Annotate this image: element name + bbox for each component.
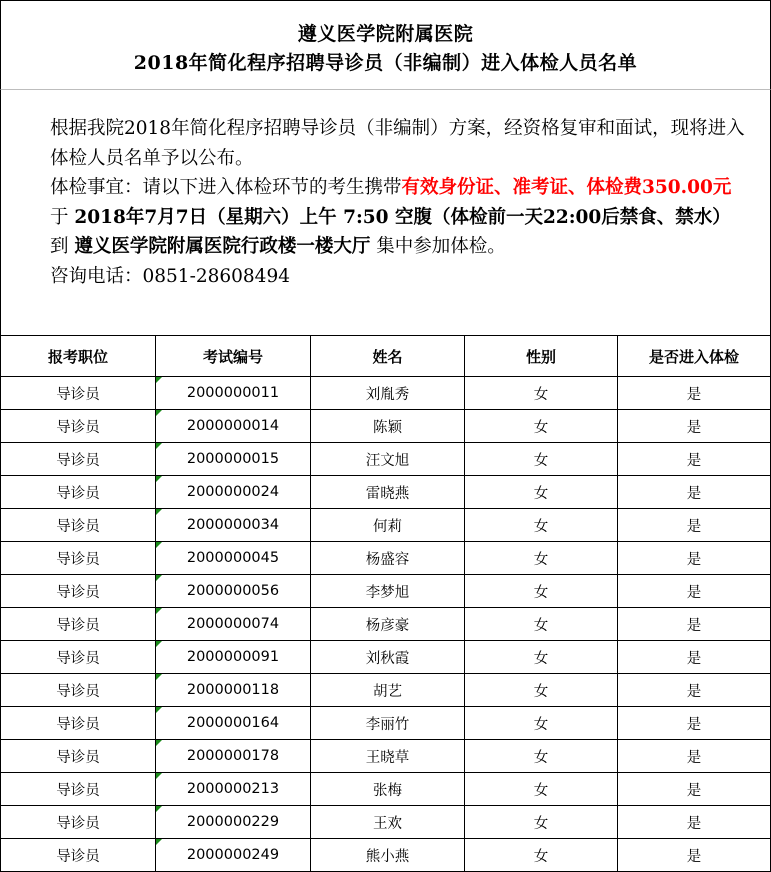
exam-number-cell xyxy=(156,575,311,608)
notice-block xyxy=(0,89,771,336)
table-row xyxy=(1,410,771,443)
physical-exam-cell: 是 xyxy=(618,674,771,707)
exam-number-cell xyxy=(156,740,311,773)
exam-number-cell xyxy=(156,839,311,872)
exam-number-text: 2000000015 xyxy=(186,451,280,467)
header-gender: 性别 xyxy=(465,336,618,377)
exam-number-cell xyxy=(156,542,311,575)
position-cell: 导诊员 xyxy=(1,740,156,773)
header-physical-exam: 是否进入体检 xyxy=(618,336,771,377)
exam-number-cell xyxy=(156,608,311,641)
name-cell: 汪文旭 xyxy=(311,443,465,476)
exam-number-text: 2000000118 xyxy=(186,682,280,698)
position-cell: 导诊员 xyxy=(1,575,156,608)
position-cell: 导诊员 xyxy=(1,542,156,575)
position-cell: 导诊员 xyxy=(1,476,156,509)
physical-exam-cell: 是 xyxy=(618,575,771,608)
physical-exam-cell: 是 xyxy=(618,410,771,443)
physical-exam-cell: 是 xyxy=(618,443,771,476)
text-number-indicator-icon xyxy=(156,641,162,647)
gender-cell: 女 xyxy=(465,608,618,641)
notice-paragraph-intro: 根据我院2018年简化程序招聘导诊员（非编制）方案，经资格复审和面试，现将进入体检人员名单予以公布。 xyxy=(50,118,745,169)
text-number-indicator-icon xyxy=(156,740,162,746)
gender-cell: 女 xyxy=(465,410,618,443)
exam-number-text: 2000000024 xyxy=(186,484,280,500)
exam-number-text: 2000000045 xyxy=(186,550,280,566)
table-row xyxy=(1,773,771,806)
exam-number-cell xyxy=(156,806,311,839)
header-position: 报考职位 xyxy=(1,336,156,377)
table-row xyxy=(1,641,771,674)
gender-cell: 女 xyxy=(465,509,618,542)
position-cell: 导诊员 xyxy=(1,410,156,443)
physical-exam-cell: 是 xyxy=(618,542,771,575)
exam-time: 2018年7月7日（星期六）上午 7:50 空腹（体检前一天22:00后禁食、禁水） xyxy=(74,206,731,228)
physical-exam-cell: 是 xyxy=(618,641,771,674)
table-row xyxy=(1,839,771,872)
exam-number-text: 2000000229 xyxy=(186,814,280,830)
exam-location: 遵义医学院附属医院行政楼一楼大厅 xyxy=(74,236,371,257)
name-cell: 杨彦豪 xyxy=(311,608,465,641)
text-number-indicator-icon xyxy=(156,674,162,680)
contact-phone: 咨询电话：0851-28608494 xyxy=(50,265,290,287)
gender-cell: 女 xyxy=(465,773,618,806)
name-cell: 杨盛容 xyxy=(311,542,465,575)
physical-exam-cell: 是 xyxy=(618,839,771,872)
position-cell: 导诊员 xyxy=(1,608,156,641)
name-cell: 张梅 xyxy=(311,773,465,806)
name-cell: 雷晓燕 xyxy=(311,476,465,509)
physical-exam-cell: 是 xyxy=(618,476,771,509)
table-body xyxy=(1,377,771,872)
exam-number-cell xyxy=(156,443,311,476)
notice-text xyxy=(11,114,755,291)
gender-cell: 女 xyxy=(465,674,618,707)
gender-cell: 女 xyxy=(465,542,618,575)
name-cell: 王欢 xyxy=(311,806,465,839)
exam-number-text: 2000000011 xyxy=(186,385,280,401)
gender-cell: 女 xyxy=(465,641,618,674)
table-row xyxy=(1,542,771,575)
position-cell: 导诊员 xyxy=(1,773,156,806)
required-items: 有效身份证、准考证、体检费350.00元 xyxy=(401,177,732,198)
table-row xyxy=(1,707,771,740)
gender-cell: 女 xyxy=(465,806,618,839)
position-cell: 导诊员 xyxy=(1,443,156,476)
text-number-indicator-icon xyxy=(156,377,162,383)
exam-number-cell xyxy=(156,377,311,410)
table-row xyxy=(1,443,771,476)
gender-cell: 女 xyxy=(465,443,618,476)
position-cell: 导诊员 xyxy=(1,839,156,872)
exam-number-text: 2000000164 xyxy=(186,715,280,731)
exam-number-text: 2000000056 xyxy=(186,583,280,599)
exam-details-prefix: 体检事宜：请以下进入体检环节的考生携带 xyxy=(50,177,402,198)
name-cell: 李梦旭 xyxy=(311,575,465,608)
name-cell: 刘秋霞 xyxy=(311,641,465,674)
exam-details-connector-2: 到 xyxy=(50,236,75,257)
gender-cell: 女 xyxy=(465,575,618,608)
exam-details-suffix: 集中参加体检。 xyxy=(370,236,506,257)
table-row xyxy=(1,575,771,608)
text-number-indicator-icon xyxy=(156,542,162,548)
table-row xyxy=(1,476,771,509)
exam-details-connector-1: 于 xyxy=(50,206,75,228)
text-number-indicator-icon xyxy=(156,410,162,416)
position-cell: 导诊员 xyxy=(1,707,156,740)
table-row xyxy=(1,608,771,641)
name-cell: 陈颖 xyxy=(311,410,465,443)
physical-exam-cell: 是 xyxy=(618,773,771,806)
exam-number-cell xyxy=(156,509,311,542)
hospital-title: 遵义医学院附属医院 xyxy=(297,23,474,45)
name-cell: 熊小燕 xyxy=(311,839,465,872)
table-row xyxy=(1,509,771,542)
exam-number-text: 2000000178 xyxy=(186,748,280,764)
table-row xyxy=(1,377,771,410)
gender-cell: 女 xyxy=(465,476,618,509)
position-cell: 导诊员 xyxy=(1,806,156,839)
notice-paragraph-exam-details xyxy=(11,173,755,262)
exam-number-cell xyxy=(156,707,311,740)
candidate-table xyxy=(0,335,771,872)
gender-cell: 女 xyxy=(465,839,618,872)
physical-exam-cell: 是 xyxy=(618,740,771,773)
position-cell: 导诊员 xyxy=(1,641,156,674)
physical-exam-cell: 是 xyxy=(618,608,771,641)
exam-number-cell xyxy=(156,410,311,443)
table-row xyxy=(1,740,771,773)
name-cell: 王晓草 xyxy=(311,740,465,773)
physical-exam-cell: 是 xyxy=(618,377,771,410)
exam-number-text: 2000000034 xyxy=(186,517,280,533)
exam-number-text: 2000000091 xyxy=(186,649,280,665)
gender-cell: 女 xyxy=(465,377,618,410)
text-number-indicator-icon xyxy=(156,575,162,581)
text-number-indicator-icon xyxy=(156,608,162,614)
header-name: 姓名 xyxy=(311,336,465,377)
position-cell: 导诊员 xyxy=(1,377,156,410)
text-number-indicator-icon xyxy=(156,707,162,713)
exam-number-cell xyxy=(156,674,311,707)
table-row xyxy=(1,674,771,707)
text-number-indicator-icon xyxy=(156,806,162,812)
gender-cell: 女 xyxy=(465,707,618,740)
text-number-indicator-icon xyxy=(156,443,162,449)
name-cell: 胡艺 xyxy=(311,674,465,707)
position-cell: 导诊员 xyxy=(1,674,156,707)
gender-cell: 女 xyxy=(465,740,618,773)
title-block xyxy=(0,0,771,90)
physical-exam-cell: 是 xyxy=(618,806,771,839)
text-number-indicator-icon xyxy=(156,509,162,515)
list-title: 2018年简化程序招聘导诊员（非编制）进入体检人员名单 xyxy=(133,52,638,74)
name-cell: 何莉 xyxy=(311,509,465,542)
exam-number-cell xyxy=(156,773,311,806)
text-number-indicator-icon xyxy=(156,839,162,845)
text-number-indicator-icon xyxy=(156,773,162,779)
table-header-row xyxy=(1,336,771,377)
position-cell: 导诊员 xyxy=(1,509,156,542)
name-cell: 刘胤秀 xyxy=(311,377,465,410)
exam-number-cell xyxy=(156,476,311,509)
name-cell: 李丽竹 xyxy=(311,707,465,740)
header-exam-number: 考试编号 xyxy=(156,336,311,377)
exam-number-text: 2000000249 xyxy=(186,847,280,863)
table-row xyxy=(1,806,771,839)
exam-number-cell xyxy=(156,641,311,674)
exam-number-text: 2000000074 xyxy=(186,616,280,632)
physical-exam-cell: 是 xyxy=(618,707,771,740)
text-number-indicator-icon xyxy=(156,476,162,482)
exam-number-text: 2000000213 xyxy=(186,781,280,797)
physical-exam-cell: 是 xyxy=(618,509,771,542)
exam-number-text: 2000000014 xyxy=(186,418,280,434)
